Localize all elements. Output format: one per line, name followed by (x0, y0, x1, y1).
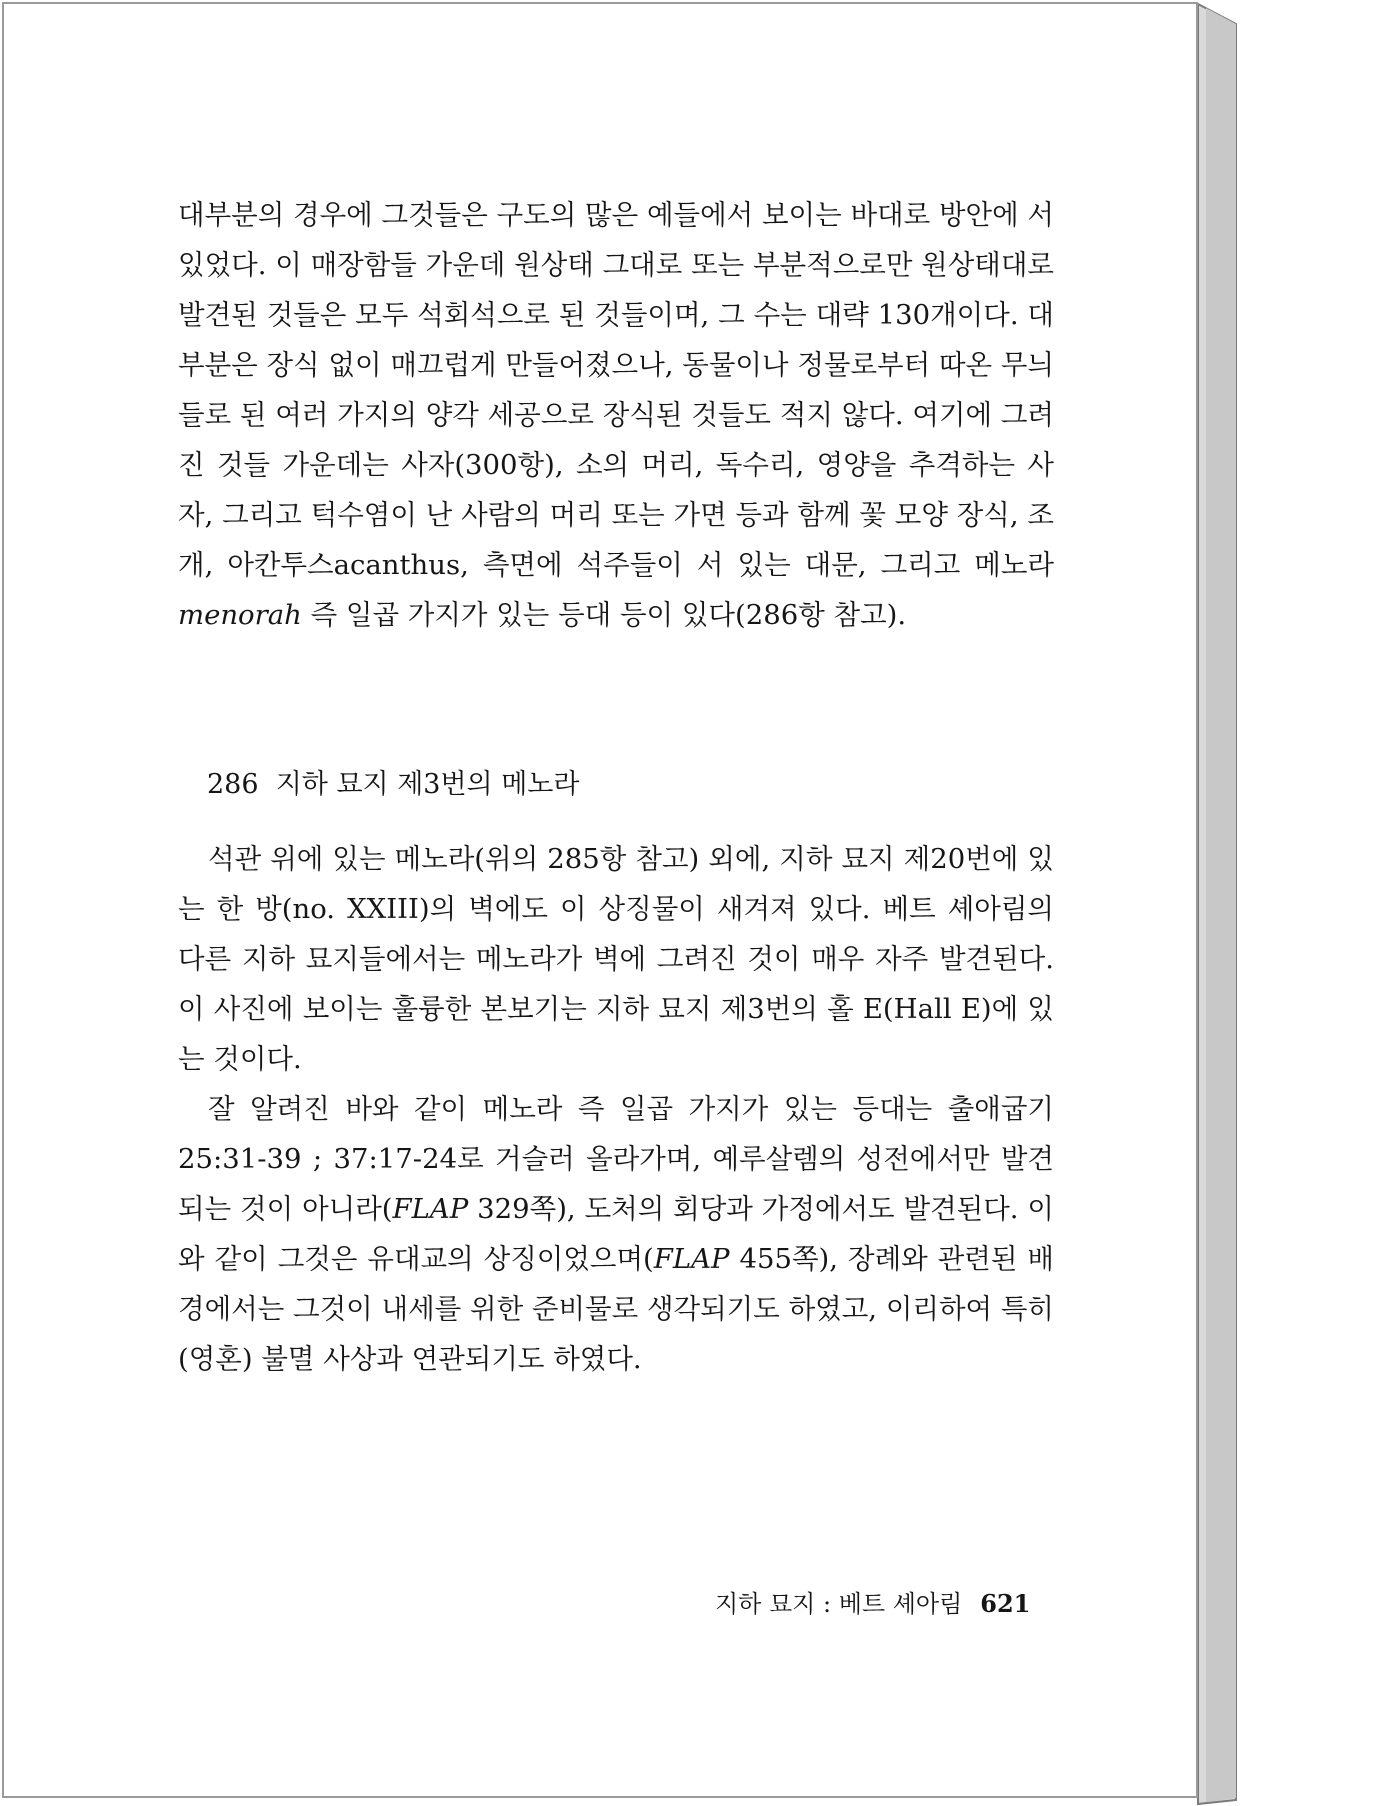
body-text-upper (178, 190, 1054, 640)
page-number: 621 (980, 1589, 1031, 1618)
paragraph-3 (178, 1084, 1054, 1384)
paragraph-3-text-2: 329쪽), 도처의 회당과 가정에서도 발견된다. 이와 같이 그것은 유대교의 상징이었으며( (178, 1193, 1054, 1275)
paragraph-2: 석관 위에 있는 메노라(위의 285항 참고) 외에, 지하 묘지 제20번에 있는 한 방(no. XXIII)의 벽에도 이 상징물이 새겨져 있다. 베트 셰아림의 다른 지하 묘지들에서는 메노라가 벽에 그려진 것이 매우 자주 발견된다. 이 사진에 보이는 훌륭한 본보기는 지하 묘지 제3번의 홀 E(Hall E)에 있는 것이다. (178, 843, 1054, 1075)
paragraph-3-italic-1: FLAP (392, 1193, 469, 1225)
body-text-lower (178, 834, 1054, 1384)
paragraph-1-text-end: 즉 일곱 가지가 있는 등대 등이 있다(286항 참고). (301, 599, 907, 631)
paragraph-3-italic-2: FLAP (653, 1243, 730, 1275)
paragraph-1 (178, 190, 1054, 640)
paragraph-3-text-3: 455쪽), 장례와 관련된 배경에서는 그것이 내세를 위한 준비물로 생각되기도 하였고, 이리하여 특히 (영혼) 불멸 사상과 연관되기도 하였다. (178, 1243, 1054, 1375)
running-title: 지하 묘지 : 베트 셰아림 (715, 1590, 963, 1618)
page-footer (715, 1584, 1031, 1619)
paragraph-1-text: 대부분의 경우에 그것들은 구도의 많은 예들에서 보이는 바대로 방안에 서 있었다. 이 매장함들 가운데 원상태 그대로 또는 부분적으로만 원상태대로 발견된 것들은 모두 석회석으로 된 것들이며, 그 수는 대략 130개이다. 대부분은 장식 없이 매끄럽게 만들어졌으나, 동물이나 정물로부터 따온 무늬들로 된 여러 가지의 양각 세공으로 장식된 것들도 적지 않다. 여기에 그려진 것들 가운데는 사자(300항), 소의 머리, 독수리, 영양을 추격하는 사자, 그리고 턱수염이 난 사람의 머리 또는 가면 등과 함께 꽃 모양 장식, 조개, 아칸투스acanthus, 측면에 석주들이 서 있는 대문, 그리고 메노라 (178, 199, 1054, 581)
paragraph-1-italic-term: menorah (178, 599, 302, 631)
section-heading: 286 지하 묘지 제3번의 메노라 (207, 769, 580, 800)
paragraph-3-text-1: 잘 알려진 바와 같이 메노라 즉 일곱 가지가 있는 등대는 출애굽기 25:31-39 ; 37:17-24로 거슬러 올라가며, 예루살렘의 성전에서만 발견되는 것이 아니라( (178, 1093, 1054, 1225)
